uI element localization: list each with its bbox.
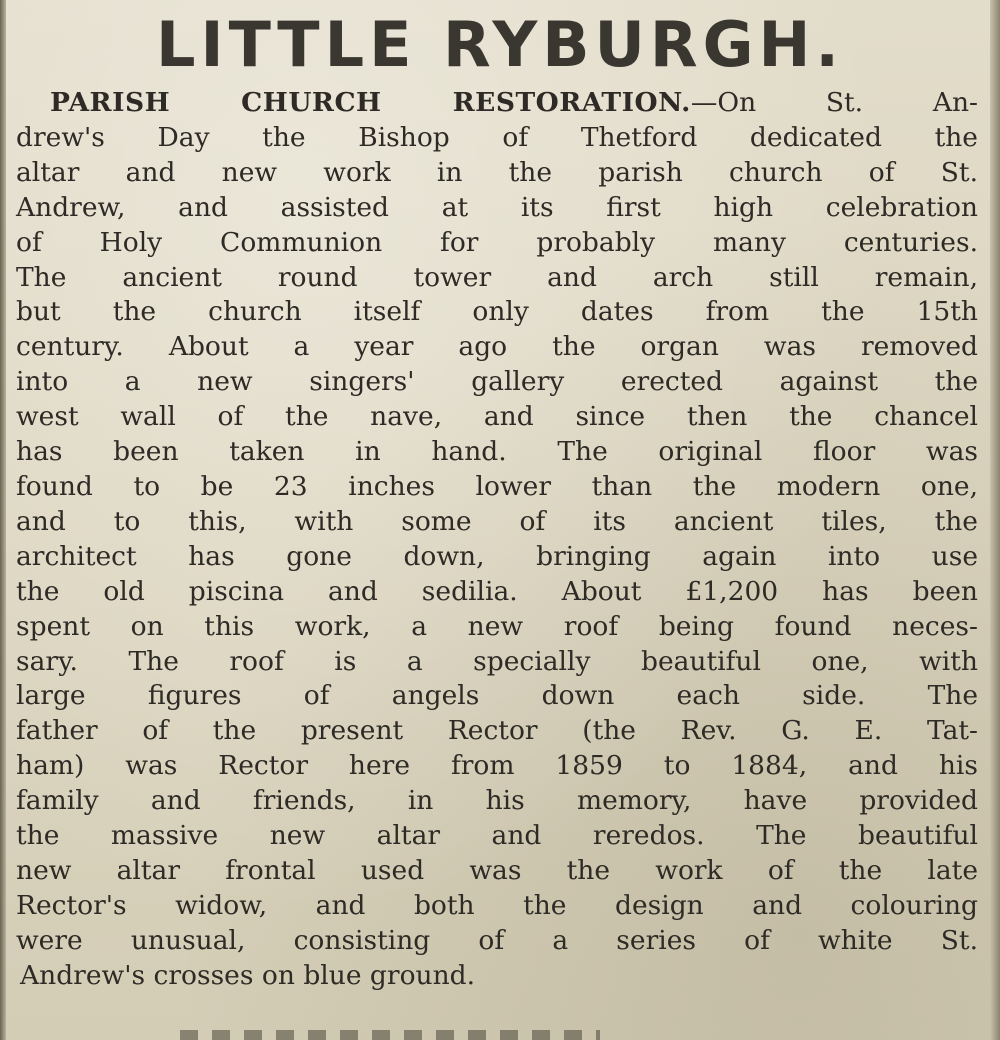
clipping-right-edge [990, 0, 1000, 1040]
article-line: of Holy Communion for probably many centuries. [16, 226, 978, 258]
article-lead: PARISH CHURCH RESTORATION. [50, 87, 691, 118]
article-line: large figures of angels down each side. The [16, 680, 978, 712]
headline: LITTLE RYBURGH. [156, 8, 844, 81]
article-line: into a new singers' gallery erected against the [16, 366, 978, 398]
next-article-cutoff [180, 1030, 600, 1040]
article-line: the massive new altar and reredos. The beautiful [16, 820, 978, 852]
article-line: the old piscina and sedilia. About £1,200 has been [16, 575, 978, 607]
article-line: ham) was Rector here from 1859 to 1884, and his [16, 750, 978, 782]
article-line: father of the present Rector (the Rev. G. E. Tat- [16, 715, 978, 747]
article-line: drew's Day the Bishop of Thetford dedicated the [16, 121, 978, 153]
article-line: were unusual, consisting of a series of white St. [16, 924, 978, 956]
article-line-text: —On St. An- [690, 87, 978, 118]
article-line [16, 86, 978, 121]
article-line: The ancient round tower and arch still remain, [16, 261, 978, 293]
article-line: altar and new work in the parish church of St. [16, 156, 978, 188]
article-line: Andrew, and assisted at its first high celebration [16, 191, 978, 223]
article-line: sary. The roof is a specially beautiful one, with [16, 645, 978, 677]
article-line: west wall of the nave, and since then the chancel [16, 401, 978, 433]
clipping-left-edge [0, 0, 6, 1040]
article-line: Andrew's crosses on blue ground. [20, 959, 476, 991]
article-body [16, 86, 978, 994]
article-line: and to this, with some of its ancient tiles, the [16, 505, 978, 537]
article-line: Rector's widow, and both the design and colouring [16, 889, 978, 921]
article-line: found to be 23 inches lower than the modern one, [16, 470, 978, 502]
article-line: but the church itself only dates from the 15th [16, 296, 978, 328]
article-line: family and friends, in his memory, have provided [16, 785, 978, 817]
article-line: has been taken in hand. The original floor was [16, 436, 978, 468]
article-line: new altar frontal used was the work of the late [16, 854, 978, 886]
article-line: spent on this work, a new roof being found neces- [16, 610, 978, 642]
article-line: architect has gone down, bringing again into use [16, 540, 978, 572]
article-line: century. About a year ago the organ was removed [16, 331, 978, 363]
